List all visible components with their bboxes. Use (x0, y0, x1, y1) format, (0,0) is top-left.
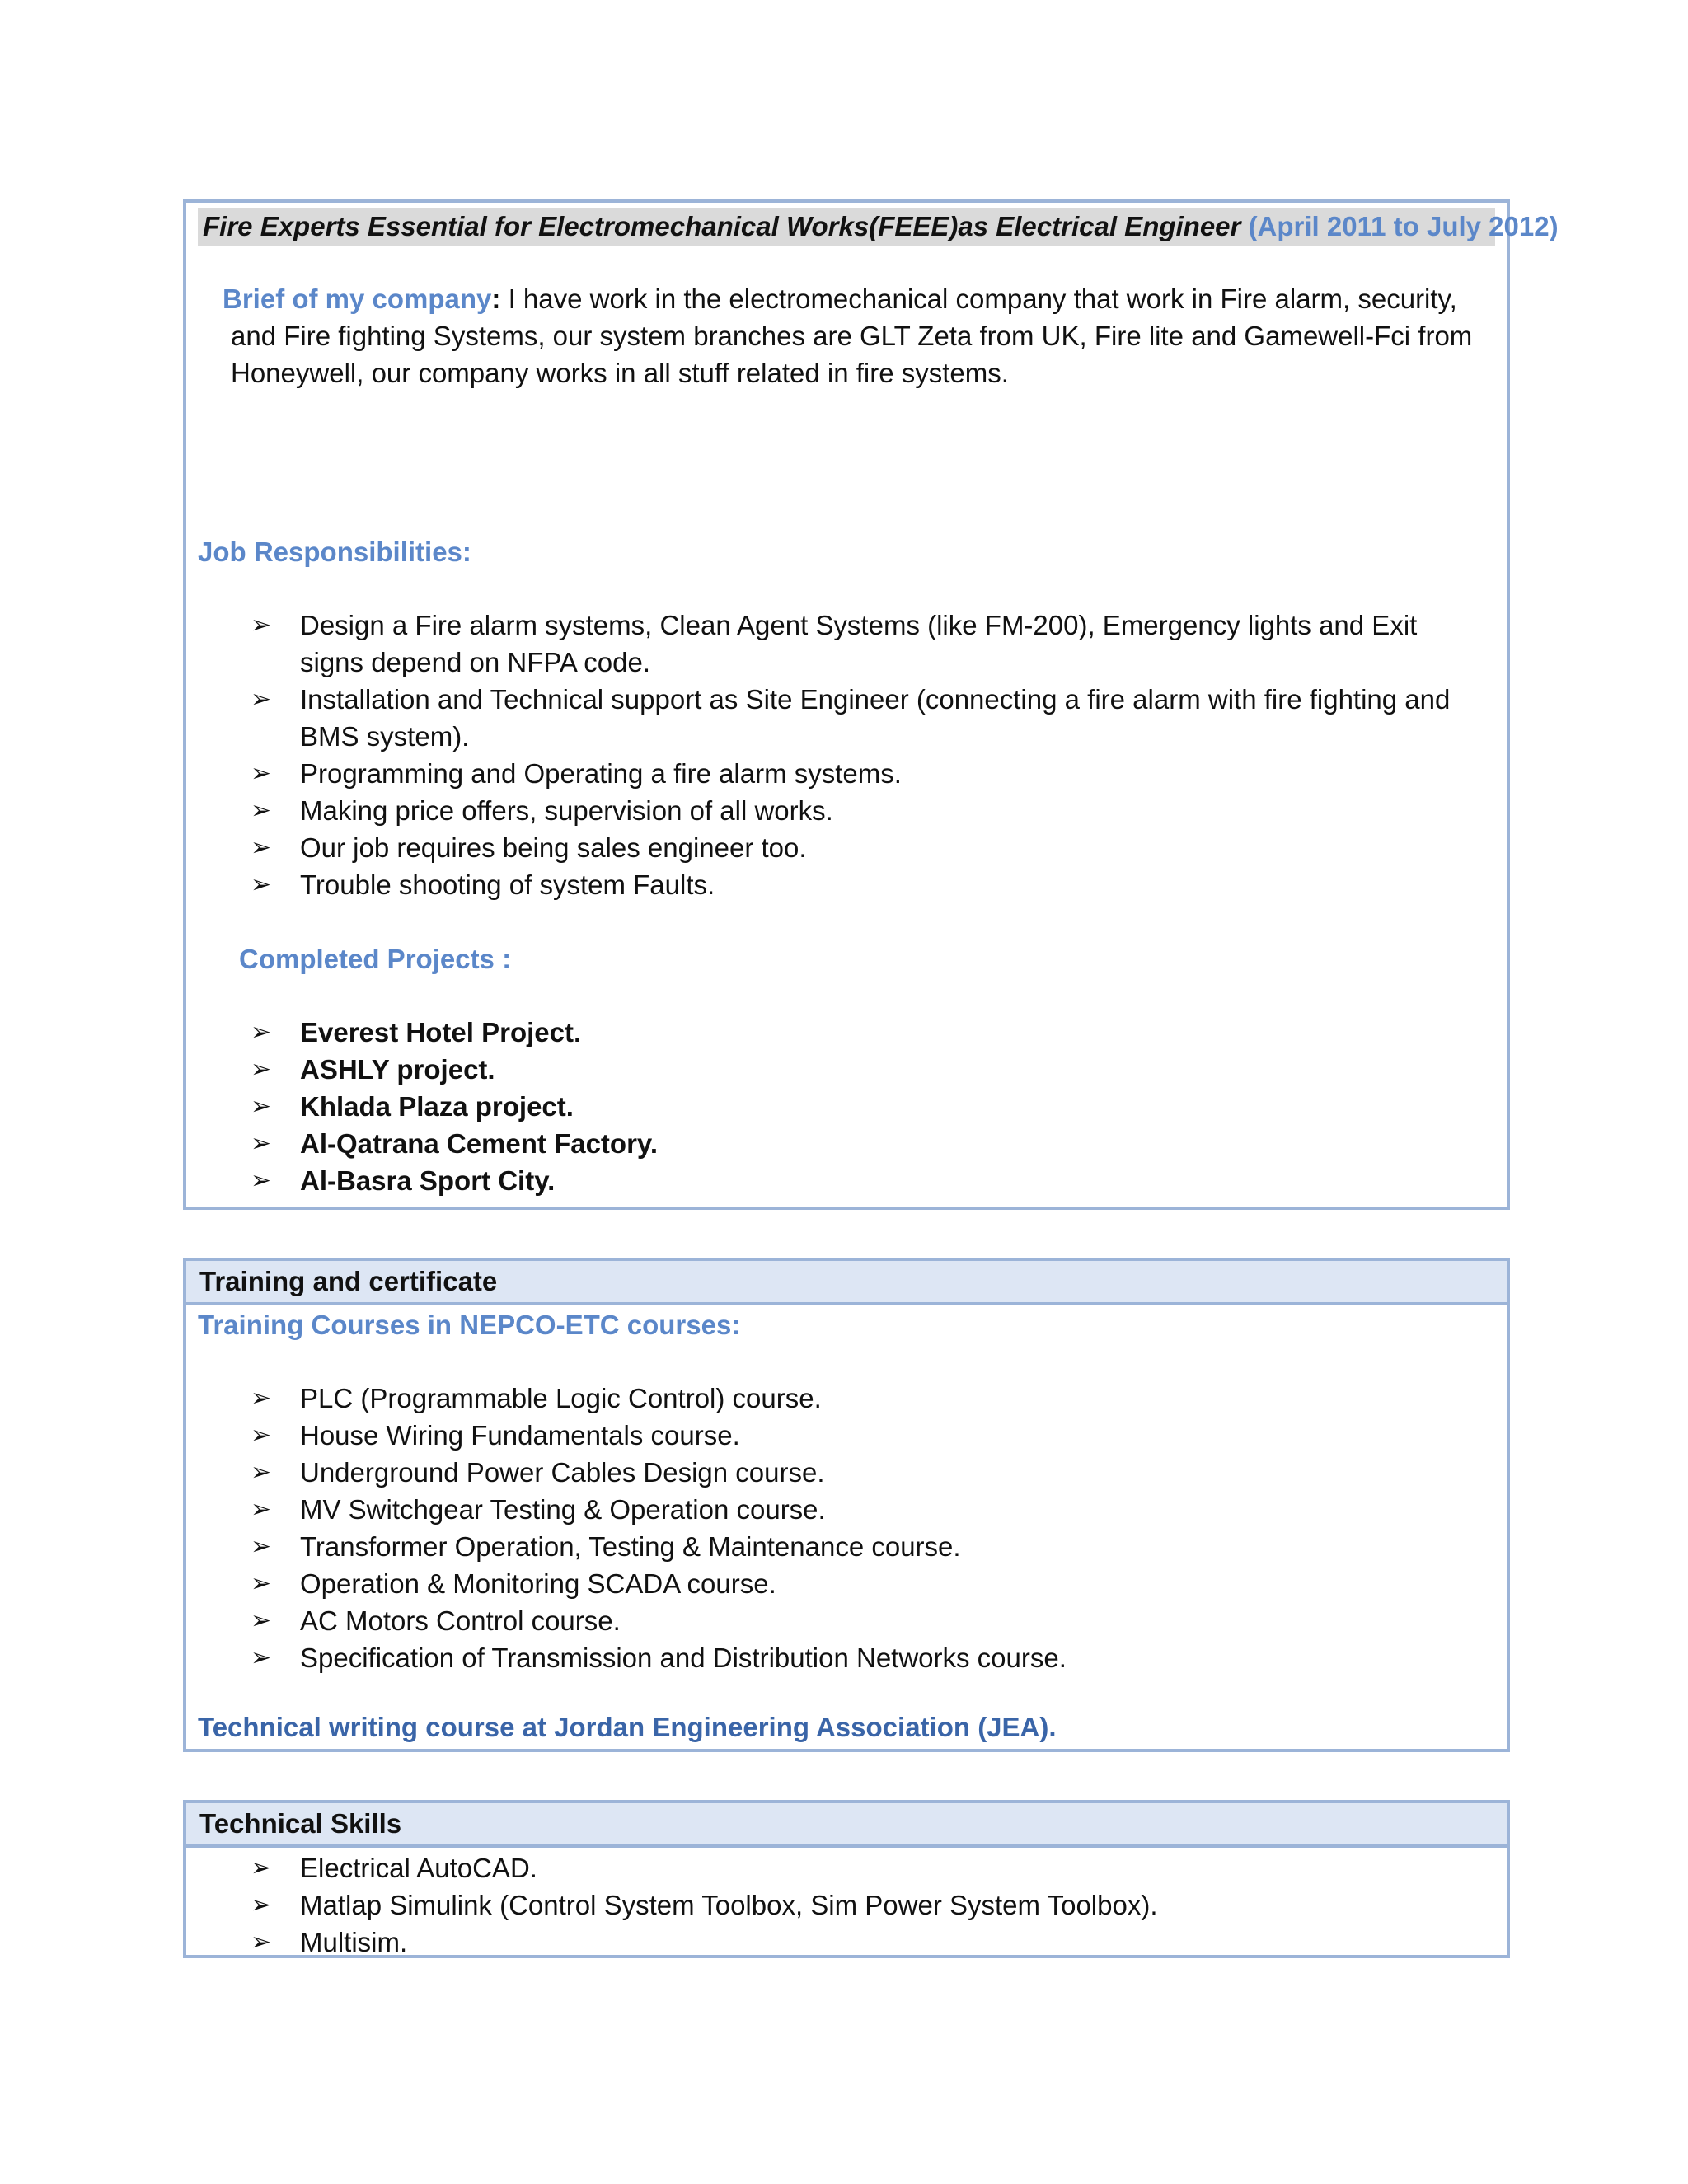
skills-header: Technical Skills (186, 1803, 1507, 1848)
training-courses-heading: Training Courses in NEPCO-ETC courses: (198, 1310, 741, 1340)
responsibilities-list (251, 607, 1487, 903)
skills-section (183, 1800, 1510, 1958)
responsibility-item (251, 866, 1487, 903)
course-item-text: Specification of Transmission and Distribution Networks course. (300, 1643, 1067, 1673)
arrow-bullet-icon: ➢ (251, 1385, 272, 1412)
project-item (251, 1014, 1487, 1051)
arrow-bullet-icon: ➢ (251, 1533, 272, 1560)
training-header: Training and certificate (186, 1261, 1507, 1305)
arrow-bullet-icon: ➢ (251, 1607, 272, 1634)
arrow-bullet-icon: ➢ (251, 612, 272, 639)
project-item (251, 1051, 1487, 1088)
experience-title: Fire Experts Essential for Electromechanical Works(FEEE)as Electrical Engineer (203, 211, 1241, 241)
company-brief-text-1: I have work in the electromechanical company that work in Fire alarm, security, (500, 284, 1457, 314)
course-item (251, 1639, 1487, 1676)
arrow-bullet-icon: ➢ (251, 760, 272, 787)
tech-writing-course: Technical writing course at Jordan Engineering Association (JEA). (198, 1712, 1057, 1742)
course-item-text: AC Motors Control course. (300, 1605, 621, 1636)
responsibility-item (251, 755, 1487, 792)
project-item-text: Al-Basra Sport City. (300, 1165, 556, 1196)
skill-item-text: Matlap Simulink (Control System Toolbox, Sim Power System Toolbox). (300, 1890, 1158, 1920)
arrow-bullet-icon: ➢ (251, 1929, 272, 1956)
responsibility-item (251, 829, 1487, 866)
arrow-bullet-icon: ➢ (251, 1019, 272, 1046)
experience-period: (April 2011 to July 2012) (1248, 211, 1559, 241)
company-brief-text-2: and Fire fighting Systems, our system branches are GLT Zeta from UK, Fire lite and Gamewell-Fci from Honeywell, our company works in all stuff related in fire systems. (231, 321, 1473, 388)
course-item (251, 1491, 1487, 1528)
company-brief (223, 280, 1492, 391)
projects-list (251, 1014, 1487, 1199)
projects-heading: Completed Projects : (239, 944, 512, 974)
course-item-text: Operation & Monitoring SCADA course. (300, 1568, 776, 1599)
arrow-bullet-icon: ➢ (251, 686, 272, 713)
arrow-bullet-icon: ➢ (251, 1854, 272, 1882)
project-item-text: ASHLY project. (300, 1054, 495, 1085)
project-item-text: Khlada Plaza project. (300, 1091, 574, 1122)
responsibility-item-text: Our job requires being sales engineer too. (300, 832, 807, 863)
experience-title-bar (198, 208, 1559, 246)
responsibility-item-text: Making price offers, supervision of all works. (300, 795, 833, 826)
responsibility-item-text: Design a Fire alarm systems, Clean Agent Systems (like FM-200), Emergency lights and Exit signs depend on NFPA code. (300, 610, 1418, 677)
arrow-bullet-icon: ➢ (251, 834, 272, 861)
responsibility-item (251, 792, 1487, 829)
project-item (251, 1125, 1487, 1162)
skill-item (251, 1886, 1487, 1924)
skill-item-text: Multisim. (300, 1927, 408, 1957)
course-item (251, 1454, 1487, 1491)
skill-item-text: Electrical AutoCAD. (300, 1853, 537, 1883)
course-item-text: PLC (Programmable Logic Control) course. (300, 1383, 822, 1413)
company-brief-label: Brief of my company (223, 284, 492, 314)
project-item (251, 1162, 1487, 1199)
arrow-bullet-icon: ➢ (251, 1891, 272, 1919)
arrow-bullet-icon: ➢ (251, 797, 272, 824)
company-brief-colon: : (491, 284, 501, 314)
experience-section (183, 199, 1559, 1210)
course-item (251, 1565, 1487, 1602)
arrow-bullet-icon: ➢ (251, 1167, 272, 1194)
arrow-bullet-icon: ➢ (251, 1093, 272, 1120)
project-item-text: Al-Qatrana Cement Factory. (300, 1128, 658, 1159)
skill-item (251, 1924, 1487, 1961)
skills-list (251, 1849, 1487, 1961)
course-item (251, 1417, 1487, 1454)
course-item (251, 1602, 1487, 1639)
course-item-text: House Wiring Fundamentals course. (300, 1420, 740, 1451)
training-section (183, 1258, 1510, 1752)
course-item (251, 1380, 1487, 1417)
responsibility-item-text: Trouble shooting of system Faults. (300, 869, 715, 900)
project-item (251, 1088, 1487, 1125)
arrow-bullet-icon: ➢ (251, 1496, 272, 1523)
responsibility-item (251, 681, 1487, 755)
arrow-bullet-icon: ➢ (251, 1644, 272, 1671)
course-item-text: MV Switchgear Testing & Operation course. (300, 1494, 826, 1525)
course-item (251, 1528, 1487, 1565)
course-item-text: Underground Power Cables Design course. (300, 1457, 825, 1488)
course-item-text: Transformer Operation, Testing & Maintenance course. (300, 1531, 961, 1562)
arrow-bullet-icon: ➢ (251, 871, 272, 898)
arrow-bullet-icon: ➢ (251, 1459, 272, 1486)
responsibility-item-text: Installation and Technical support as Site Engineer (connecting a fire alarm with fire fighting and BMS system). (300, 684, 1451, 752)
training-courses-list (251, 1380, 1487, 1676)
arrow-bullet-icon: ➢ (251, 1570, 272, 1597)
arrow-bullet-icon: ➢ (251, 1422, 272, 1449)
arrow-bullet-icon: ➢ (251, 1056, 272, 1083)
project-item-text: Everest Hotel Project. (300, 1017, 582, 1047)
responsibilities-heading: Job Responsibilities: (198, 537, 471, 567)
responsibility-item (251, 607, 1487, 681)
responsibility-item-text: Programming and Operating a fire alarm systems. (300, 758, 902, 789)
arrow-bullet-icon: ➢ (251, 1130, 272, 1157)
skill-item (251, 1849, 1487, 1886)
company-brief-first-line (223, 280, 1492, 317)
